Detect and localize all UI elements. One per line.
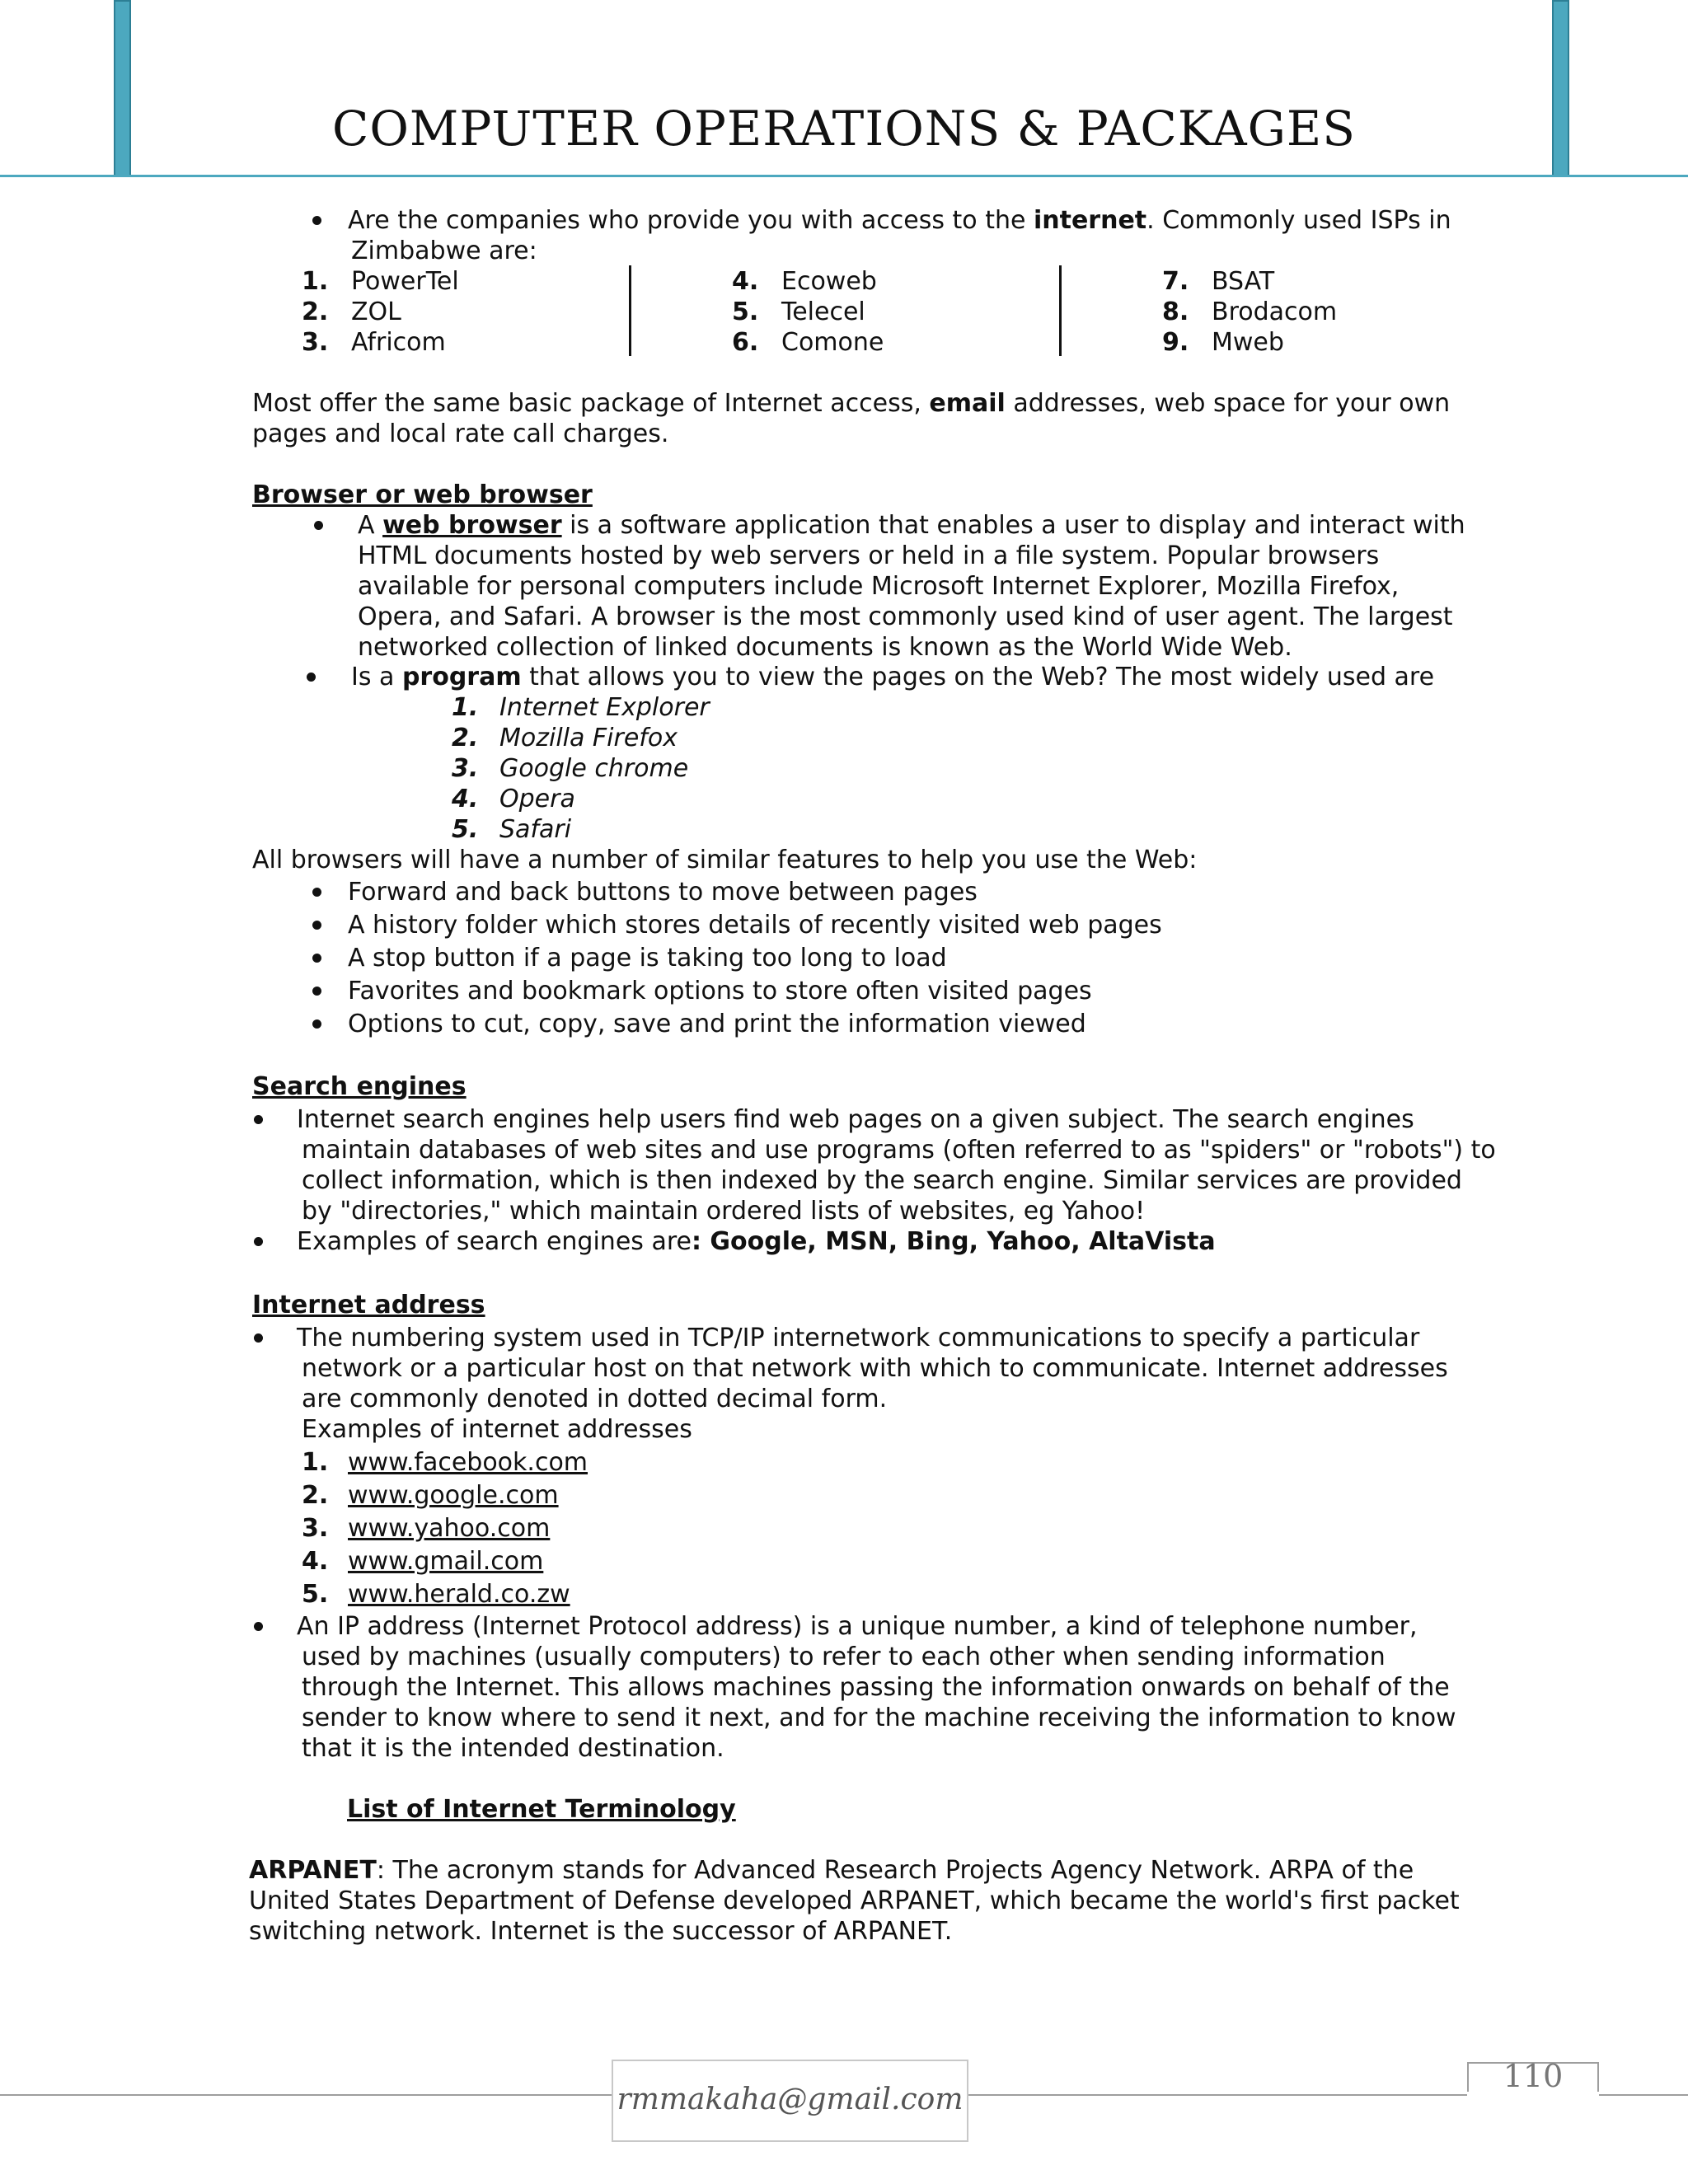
isp-summary: Most offer the same basic package of Internet access, email addresses, web space for your own — [252, 389, 1451, 418]
section-heading-terminology: List of Internet Terminology — [347, 1795, 736, 1824]
arpanet-definition-line: United States Department of Defense developed ARPANET, which became the world's first packet — [249, 1886, 1460, 1915]
address-paragraph-line: are commonly denoted in dotted decimal form. — [302, 1385, 888, 1413]
isp-intro-line2: Zimbabwe are: — [351, 237, 537, 265]
isp-name: Telecel — [781, 298, 865, 326]
search-paragraph-line: maintain databases of web sites and use programs (often referred to as "spiders" or "robots") to — [302, 1136, 1496, 1165]
search-examples: Examples of search engines are: Google, MSN, Bing, Yahoo, AltaVista — [297, 1227, 1216, 1256]
address-link[interactable]: www.yahoo.com — [348, 1514, 551, 1543]
footer-rule — [968, 2094, 1467, 2096]
isp-number: 9. — [1162, 328, 1189, 357]
bullet — [312, 888, 321, 897]
bullet — [314, 521, 323, 530]
isp-name: Mweb — [1212, 328, 1284, 357]
browser-number: 2. — [452, 724, 479, 752]
bullet — [312, 1019, 321, 1029]
isp-number: 1. — [302, 267, 329, 296]
address-link[interactable]: www.google.com — [348, 1481, 559, 1510]
bullet — [312, 921, 321, 930]
browser-definition-line: networked collection of linked documents is known as the World Wide Web. — [358, 633, 1292, 662]
browser-number: 5. — [452, 815, 479, 844]
bullet — [254, 1115, 263, 1124]
browser-features-intro: All browsers will have a number of similar features to help you use the Web: — [252, 846, 1198, 874]
browser-name: Internet Explorer — [499, 693, 710, 722]
browser-definition: A web browser is a software application that enables a user to display and interact with — [358, 511, 1465, 540]
isp-number: 3. — [302, 328, 329, 357]
section-heading-search: Search engines — [252, 1072, 467, 1101]
browser-name: Opera — [499, 785, 575, 813]
isp-number: 6. — [732, 328, 759, 357]
search-paragraph-line: by "directories," which maintain ordered lists of websites, eg Yahoo! — [302, 1197, 1146, 1226]
address-number: 2. — [302, 1481, 329, 1510]
bullet — [312, 954, 321, 963]
section-heading-browser: Browser or web browser — [252, 480, 593, 509]
isp-name: Africom — [351, 328, 446, 357]
ip-address-paragraph-line: that it is the intended destination. — [302, 1734, 724, 1763]
bullet — [312, 987, 321, 996]
browser-number: 4. — [452, 785, 479, 813]
bullet — [254, 1333, 263, 1343]
browser-number: 1. — [452, 693, 479, 722]
browser-name: Google chrome — [499, 754, 689, 783]
footer-rule — [0, 2094, 612, 2096]
bullet — [312, 216, 321, 225]
browser-name: Mozilla Firefox — [499, 724, 678, 752]
isp-number: 8. — [1162, 298, 1189, 326]
browser-feature: Options to cut, copy, save and print the information viewed — [348, 1010, 1086, 1038]
search-paragraph-line: collect information, which is then indexed by the search engine. Similar services are provided — [302, 1166, 1462, 1195]
column-divider — [1059, 265, 1062, 356]
isp-number: 5. — [732, 298, 759, 326]
isp-number: 7. — [1162, 267, 1189, 296]
section-heading-address: Internet address — [252, 1291, 485, 1319]
footer-email: rmmakaha@gmail.com — [612, 2060, 968, 2142]
isp-name: PowerTel — [351, 267, 459, 296]
isp-number: 4. — [732, 267, 759, 296]
browser-name: Safari — [499, 815, 572, 844]
isp-name: Ecoweb — [781, 267, 877, 296]
address-number: 1. — [302, 1448, 329, 1477]
page-title: COMPUTER OPERATIONS & PACKAGES — [332, 101, 1356, 157]
bullet — [254, 1622, 263, 1631]
browser-feature: A stop button if a page is taking too long to load — [348, 944, 947, 972]
address-number: 4. — [302, 1547, 329, 1576]
column-divider — [629, 265, 631, 356]
bullet — [307, 673, 316, 682]
isp-intro: Are the companies who provide you with access to the internet. Commonly used ISPs in — [348, 206, 1451, 235]
ip-address-paragraph-line: through the Internet. This allows machines passing the information onwards on behalf of the — [302, 1673, 1450, 1702]
address-paragraph-line: Examples of internet addresses — [302, 1415, 692, 1444]
browser-definition-line: available for personal computers include Microsoft Internet Explorer, Mozilla Firefox, — [358, 572, 1400, 601]
isp-name: BSAT — [1212, 267, 1275, 296]
ip-address-paragraph-line: sender to know where to send it next, and for the machine receiving the information to know — [302, 1704, 1456, 1732]
browser-definition-line: Opera, and Safari. A browser is the most commonly used kind of user agent. The largest — [358, 602, 1453, 631]
arpanet-definition: ARPANET: The acronym stands for Advanced Research Projects Agency Network. ARPA of the — [249, 1856, 1414, 1885]
address-number: 3. — [302, 1514, 329, 1543]
ip-address-paragraph: An IP address (Internet Protocol address) is a unique number, a kind of telephone number, — [297, 1612, 1418, 1641]
arpanet-definition-line: switching network. Internet is the successor of ARPANET. — [249, 1917, 953, 1946]
isp-summary-line2: pages and local rate call charges. — [252, 419, 669, 448]
browser-program: Is a program that allows you to view the pages on the Web? The most widely used are — [351, 663, 1435, 691]
address-link[interactable]: www.gmail.com — [348, 1547, 544, 1576]
address-paragraph-line: network or a particular host on that network with which to communicate. Internet addresses — [302, 1354, 1448, 1383]
ip-address-paragraph-line: used by machines (usually computers) to refer to each other when sending information — [302, 1643, 1386, 1671]
address-paragraph: The numbering system used in TCP/IP internetwork communications to specify a particular — [297, 1324, 1420, 1352]
address-link[interactable]: www.herald.co.zw — [348, 1580, 570, 1609]
isp-number: 2. — [302, 298, 329, 326]
address-link[interactable]: www.facebook.com — [348, 1448, 588, 1477]
address-number: 5. — [302, 1580, 329, 1609]
browser-definition-line: HTML documents hosted by web servers or held in a file system. Popular browsers — [358, 541, 1380, 570]
bullet — [254, 1237, 263, 1246]
isp-name: Comone — [781, 328, 884, 357]
search-paragraph: Internet search engines help users find web pages on a given subject. The search engines — [297, 1105, 1414, 1134]
browser-feature: Favorites and bookmark options to store often visited pages — [348, 977, 1092, 1005]
browser-feature: A history folder which stores details of recently visited web pages — [348, 911, 1162, 940]
browser-number: 3. — [452, 754, 479, 783]
browser-feature: Forward and back buttons to move between pages — [348, 878, 978, 907]
page-number: 110 — [1467, 2062, 1599, 2092]
header-rule — [0, 175, 1688, 177]
footer-rule — [1599, 2094, 1688, 2096]
isp-name: ZOL — [351, 298, 401, 326]
isp-name: Brodacom — [1212, 298, 1338, 326]
